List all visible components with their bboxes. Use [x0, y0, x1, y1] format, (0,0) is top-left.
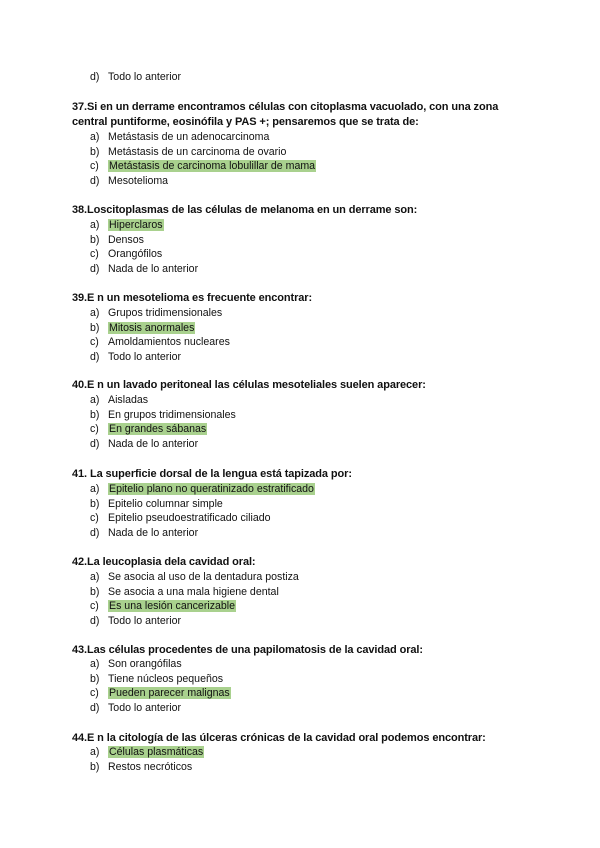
option-letter: b): [90, 585, 100, 598]
question-44-options: [90, 745, 530, 774]
option-letter: a): [90, 131, 100, 143]
option-letter: d): [90, 614, 100, 627]
option-d: [90, 701, 530, 716]
option-letter: c): [90, 336, 99, 349]
highlighted-answer: Mitosis anormales: [109, 321, 195, 334]
option-letter: d): [90, 262, 100, 275]
option-text: Metástasis de un carcinoma de ovario: [108, 145, 287, 158]
option-d: [90, 437, 530, 452]
option-text: Todo lo anterior: [108, 71, 182, 83]
option-text: Aisladas: [108, 394, 149, 406]
option-text: Todo lo anterior: [108, 614, 182, 627]
option-letter: c): [90, 423, 99, 436]
question-38-title: 38.Loscitoplasmas de las células de melanoma en un derrame son:: [72, 204, 418, 216]
highlighted-answer: Metástasis de carcinoma lobulillar de mama: [109, 160, 316, 173]
option-text: Nada de lo anterior: [108, 437, 199, 450]
option-text: Epitelio pseudoestratificado ciliado: [108, 512, 271, 525]
question-37-title: 37.Si en un derrame encontramos células con citoplasma vacuolado, con una zona central puntiforme, eosinófila y PAS +; pensaremos que se trata de:: [72, 101, 499, 128]
option-c: [90, 599, 530, 614]
option-c: [90, 159, 530, 174]
option-letter: b): [90, 672, 100, 685]
option-b: [90, 497, 530, 512]
option-text: En grupos tridimensionales: [108, 408, 236, 421]
highlighted-answer: Células plasmáticas: [109, 746, 204, 758]
option-letter: c): [90, 687, 99, 700]
option-text: Metástasis de un adenocarcinoma: [108, 131, 270, 143]
highlighted-answer: En grandes sábanas: [109, 423, 207, 436]
option-b: [90, 408, 530, 423]
option-c: [90, 422, 530, 437]
option-b: [90, 760, 530, 775]
option-letter: d): [90, 526, 100, 539]
option-letter: a): [90, 658, 100, 670]
option-letter: c): [90, 600, 99, 613]
option-text: Mesotelioma: [108, 174, 169, 187]
question-42-options: [90, 570, 530, 628]
option-b: [90, 585, 530, 600]
option-letter: c): [90, 248, 99, 261]
option-letter: b): [90, 408, 100, 421]
option-letter: b): [90, 321, 100, 334]
question-41-title: 41. La superficie dorsal de la lengua está tapizada por:: [72, 468, 352, 480]
option-letter: a): [90, 394, 100, 406]
highlighted-answer: Hiperclaros: [109, 219, 163, 231]
question-39-options: [90, 306, 530, 364]
option-text: Tiene núcleos pequeños: [108, 672, 224, 685]
option-letter: d): [90, 701, 100, 714]
option-letter: a): [90, 483, 100, 495]
option-d: [90, 526, 530, 541]
question-43-title: 43.Las células procedentes de una papilomatosis de la cavidad oral:: [72, 644, 423, 656]
question-38-options: [90, 218, 530, 276]
question-40-options: [90, 393, 530, 451]
option-letter: d): [90, 71, 100, 83]
option-a: [90, 745, 530, 760]
option-letter: d): [90, 350, 100, 363]
option-letter: c): [90, 512, 99, 525]
option-text: Se asocia al uso de la dentadura postiza: [108, 571, 299, 583]
highlighted-answer: Epitelio plano no queratinizado estratificado: [109, 483, 314, 495]
highlighted-answer: Es una lesión cancerizable: [109, 600, 236, 613]
option-letter: a): [90, 571, 100, 583]
option-letter: b): [90, 497, 100, 510]
option-letter: a): [90, 746, 100, 758]
option-b: [90, 672, 530, 687]
option-a: [90, 570, 530, 585]
option-a: [90, 482, 530, 497]
question-44-title: 44.E n la citología de las úlceras crónicas de la cavidad oral podemos encontrar:: [72, 732, 486, 744]
option-letter: d): [90, 437, 100, 450]
option-text: Orangófilos: [108, 248, 163, 261]
option-letter: b): [90, 760, 100, 773]
question-42-title: 42.La leucoplasia dela cavidad oral:: [72, 556, 256, 568]
option-a: [90, 657, 530, 672]
question-41-options: [90, 482, 530, 540]
option-letter: a): [90, 219, 100, 231]
option-c: [90, 247, 530, 262]
option-d: [90, 174, 530, 189]
option-b: [90, 233, 530, 248]
question-37-options: [90, 130, 530, 188]
question-40-title: 40.E n un lavado peritoneal las células mesoteliales suelen aparecer:: [72, 379, 426, 391]
option-d: [90, 350, 530, 365]
option-c: [90, 511, 530, 526]
option-a: [90, 393, 530, 408]
option-text: Todo lo anterior: [108, 350, 182, 363]
option-b: [90, 145, 530, 160]
option-a: [90, 130, 530, 145]
option-text: Amoldamientos nucleares: [108, 336, 230, 349]
option-c: [90, 686, 530, 701]
option-text: Densos: [108, 233, 144, 246]
option-a: [90, 218, 530, 233]
highlighted-answer: Pueden parecer malignas: [109, 687, 230, 700]
option-letter: d): [90, 174, 100, 187]
option-d: [90, 614, 530, 629]
option-text: Se asocia a una mala higiene dental: [108, 585, 279, 598]
option-text: Restos necróticos: [108, 760, 193, 773]
option-letter: b): [90, 145, 100, 158]
option-text: Epitelio columnar simple: [108, 497, 223, 510]
option-letter: a): [90, 307, 100, 319]
option-d: [90, 262, 530, 277]
option-text: Nada de lo anterior: [108, 262, 199, 275]
option-c: [90, 335, 530, 350]
option-text: Son orangófilas: [108, 658, 182, 670]
option-letter: c): [90, 160, 99, 173]
option-a: [90, 306, 530, 321]
option-text: Nada de lo anterior: [108, 526, 199, 539]
option-text: Todo lo anterior: [108, 701, 182, 714]
option-b: [90, 321, 530, 336]
option-d: [90, 70, 530, 85]
top-option-list: [90, 70, 530, 85]
option-letter: b): [90, 233, 100, 246]
question-39-title: 39.E n un mesotelioma es frecuente encontrar:: [72, 292, 313, 304]
option-text: Grupos tridimensionales: [108, 307, 223, 319]
question-43-options: [90, 657, 530, 715]
